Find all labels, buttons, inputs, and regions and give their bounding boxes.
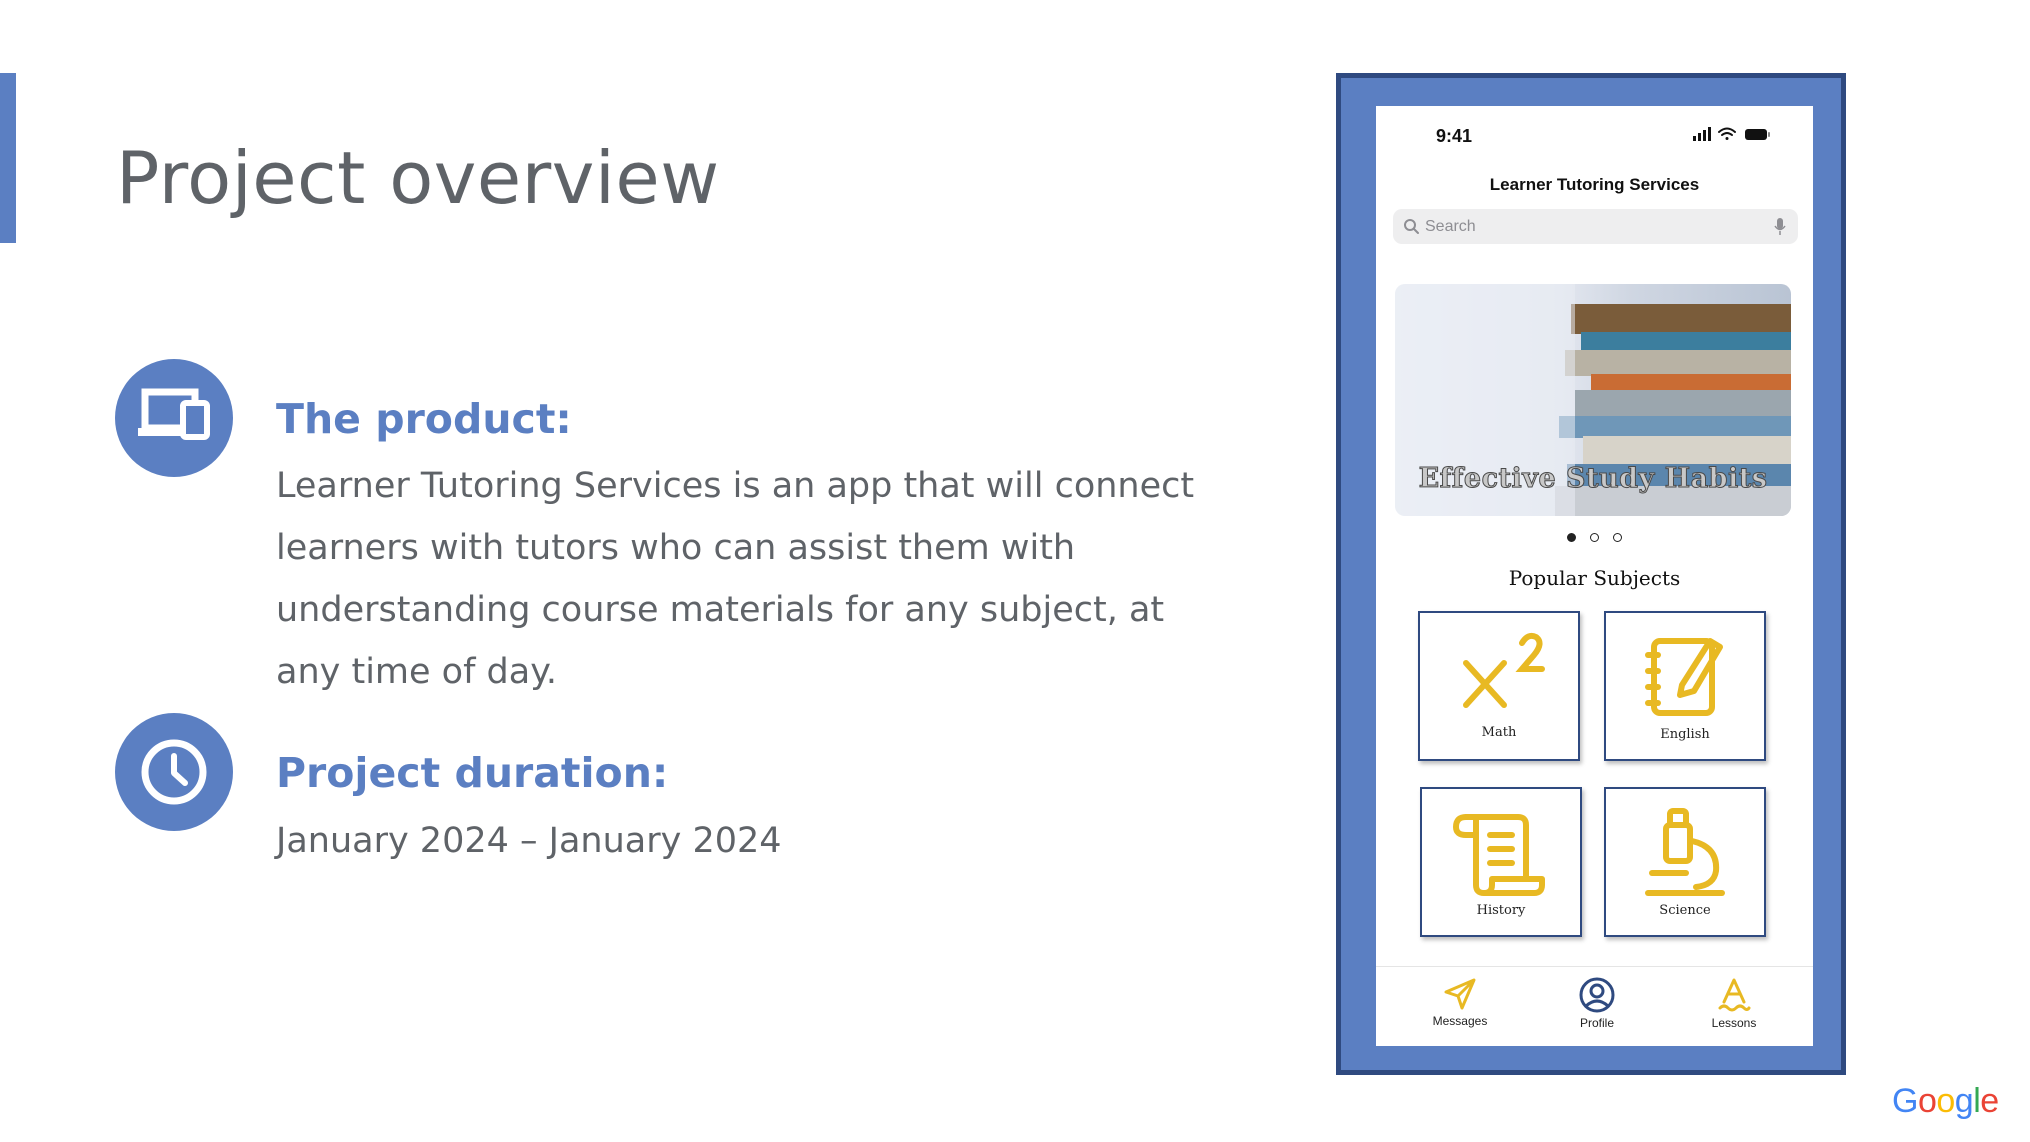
search-icon [1403, 218, 1420, 235]
search-input[interactable] [1425, 209, 1755, 244]
tab-lessons[interactable] [1679, 976, 1789, 1038]
subject-tile-history[interactable] [1420, 787, 1582, 937]
phone-mockup [1336, 73, 1846, 1075]
tab-messages[interactable] [1405, 976, 1515, 1038]
banner-caption: Effective Study Habits [1418, 463, 1768, 494]
tab-profile[interactable] [1542, 976, 1652, 1038]
app-title: Learner Tutoring Services [1489, 175, 1700, 194]
lessons-icon [1714, 976, 1754, 1014]
status-icons [1693, 126, 1773, 147]
subject-label: Math [1481, 725, 1517, 740]
tab-label: Lessons [1711, 1016, 1757, 1030]
subject-label: English [1660, 727, 1710, 742]
tab-label: Profile [1579, 1016, 1614, 1030]
subject-label: Science [1659, 903, 1711, 918]
send-icon [1440, 976, 1480, 1012]
subject-tile-science[interactable] [1604, 787, 1766, 937]
devices-icon [115, 359, 233, 477]
product-heading: The product: [276, 395, 572, 443]
pager-dot[interactable] [1567, 533, 1576, 542]
status-bar [1376, 106, 1813, 156]
wifi-icon [1719, 129, 1735, 141]
duration-heading: Project duration: [276, 749, 669, 797]
pager-dot[interactable] [1590, 533, 1599, 542]
subject-label: History [1476, 903, 1526, 918]
subject-tile-math[interactable] [1418, 611, 1580, 761]
profile-icon [1577, 976, 1617, 1014]
clock-icon [115, 713, 233, 831]
tab-label: Messages [1432, 1014, 1488, 1028]
slide-title: Project overview [116, 136, 720, 220]
duration-text: January 2024 – January 2024 [276, 821, 782, 861]
carousel-pager[interactable] [1376, 529, 1813, 547]
mic-icon[interactable] [1774, 217, 1786, 236]
status-time: 9:41 [1436, 126, 1473, 146]
tab-bar-divider [1376, 966, 1813, 967]
product-description: Learner Tutoring Services is an app that will connect learners with tutors who can assist them with understanding course materials for any subject, at any time of day. [276, 466, 1195, 692]
exponent-icon [1420, 613, 1582, 763]
search-bar[interactable] [1393, 209, 1798, 244]
phone-screen [1376, 106, 1813, 1046]
google-logo: Google [1892, 1082, 1999, 1120]
subjects-title: Popular Subjects [1508, 566, 1681, 590]
featured-banner[interactable] [1395, 284, 1791, 516]
subject-tile-english[interactable] [1604, 611, 1766, 761]
signal-icon [1693, 127, 1711, 141]
pager-dot[interactable] [1613, 533, 1622, 542]
accent-bar [0, 73, 16, 243]
battery-icon [1745, 129, 1770, 140]
